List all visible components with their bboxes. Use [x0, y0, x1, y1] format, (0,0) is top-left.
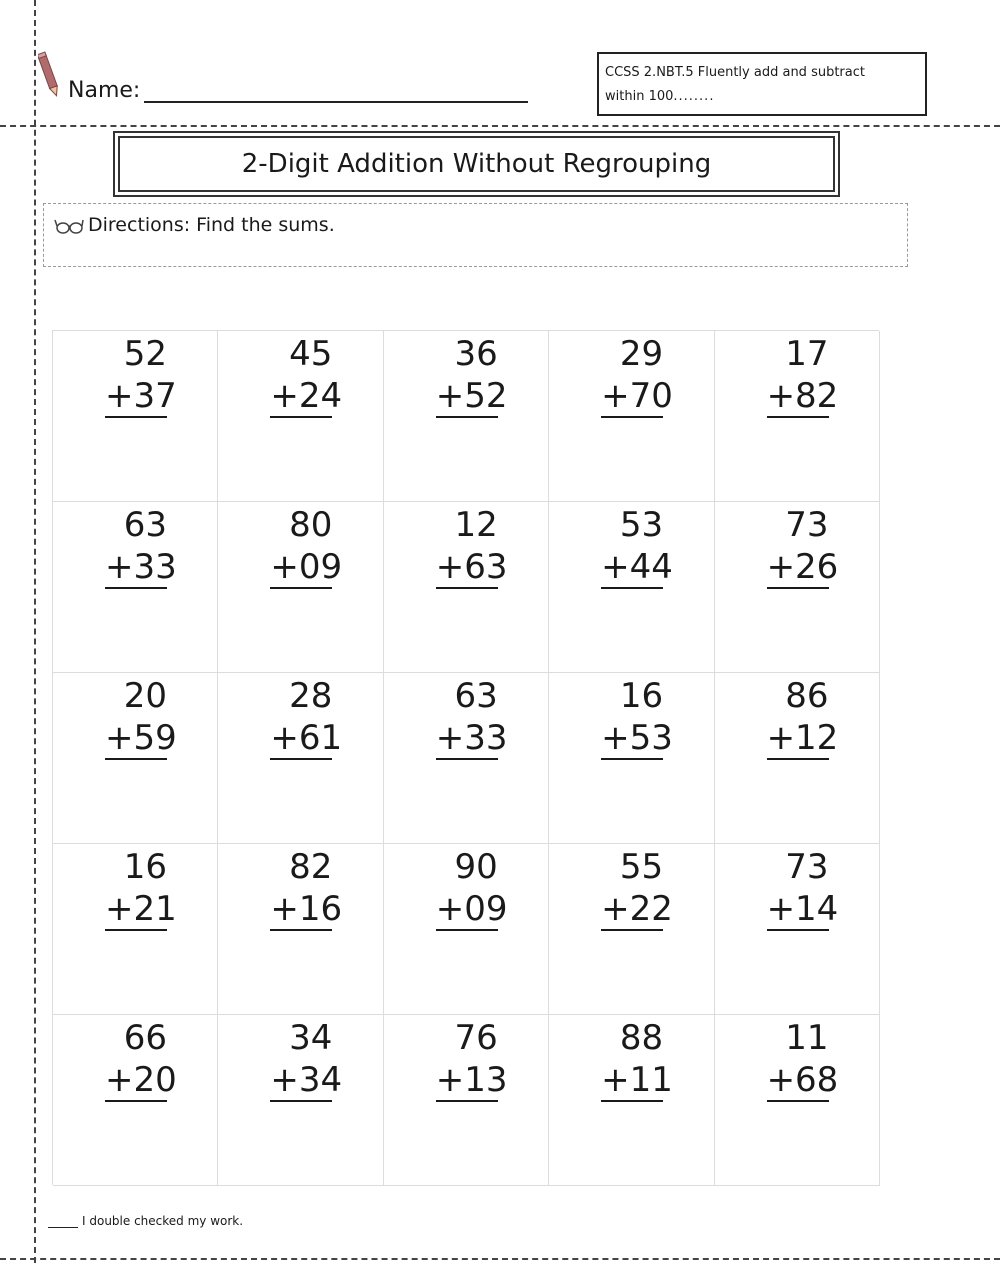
addend-top: 80: [289, 505, 333, 545]
problem-cell[interactable]: [53, 1015, 218, 1186]
addend-top: 73: [785, 847, 829, 887]
addition-problem: [270, 1017, 343, 1102]
addition-problem: [601, 1017, 673, 1102]
addend-bottom: +11: [601, 1060, 673, 1100]
problem-cell[interactable]: [549, 844, 714, 1015]
addend-bottom: +44: [601, 547, 673, 587]
problem-cell[interactable]: [53, 844, 218, 1015]
addend-top: 29: [619, 334, 664, 374]
addition-problem: [105, 333, 177, 418]
addend-top: 20: [123, 676, 167, 716]
addition-problem: [105, 846, 177, 931]
addend-bottom: +24: [270, 376, 343, 416]
addition-problem: [270, 504, 343, 589]
addition-problem: [435, 1017, 508, 1102]
footer-dashed-line: [0, 1258, 1000, 1260]
addend-top: 52: [123, 334, 167, 374]
addition-problem: [105, 504, 177, 589]
addend-bottom: +26: [766, 547, 839, 587]
addend-bottom: +20: [105, 1060, 177, 1100]
problem-cell[interactable]: [218, 331, 383, 502]
check-blank-line[interactable]: [48, 1215, 78, 1228]
standard-dots: ........: [673, 89, 715, 104]
problem-cell[interactable]: [53, 673, 218, 844]
addition-problem: [435, 504, 508, 589]
addend-top: 11: [785, 1018, 829, 1058]
addend-top: 66: [123, 1018, 167, 1058]
addend-top: 53: [619, 505, 664, 545]
addend-top: 88: [619, 1018, 664, 1058]
addition-problem: [105, 675, 177, 760]
addend-top: 86: [785, 676, 829, 716]
addend-top: 28: [289, 676, 333, 716]
problem-grid: [52, 330, 879, 1185]
addend-bottom: +33: [435, 718, 508, 758]
glasses-icon: [54, 216, 84, 236]
problem-cell[interactable]: [218, 844, 383, 1015]
addend-top: 76: [454, 1018, 498, 1058]
problem-cell[interactable]: [218, 502, 383, 673]
addition-problem: [601, 675, 673, 760]
addend-bottom: +61: [270, 718, 343, 758]
addend-bottom: +68: [766, 1060, 839, 1100]
problem-cell[interactable]: [549, 331, 714, 502]
addition-problem: [435, 846, 508, 931]
name-field: [68, 78, 528, 103]
addend-top: 63: [454, 676, 498, 716]
problem-cell[interactable]: [384, 673, 549, 844]
addition-problem: [435, 675, 508, 760]
directions-text: Directions: Find the sums.: [88, 214, 335, 236]
addend-top: 82: [289, 847, 333, 887]
addend-bottom: +70: [601, 376, 673, 416]
addend-bottom: +22: [601, 889, 673, 929]
addition-problem: [601, 504, 673, 589]
addend-bottom: +52: [435, 376, 508, 416]
addend-bottom: +12: [766, 718, 839, 758]
addend-top: 45: [289, 334, 333, 374]
addend-top: 73: [785, 505, 829, 545]
pencil-icon: [38, 50, 60, 100]
addition-problem: [270, 846, 343, 931]
addition-problem: [601, 333, 673, 418]
problem-cell[interactable]: [715, 331, 880, 502]
problem-cell[interactable]: [715, 673, 880, 844]
addend-bottom: +53: [601, 718, 673, 758]
problem-cell[interactable]: [384, 844, 549, 1015]
addend-bottom: +63: [435, 547, 508, 587]
problem-cell[interactable]: [715, 502, 880, 673]
addend-top: 63: [123, 505, 167, 545]
addition-problem: [766, 675, 839, 760]
addend-bottom: +33: [105, 547, 177, 587]
problem-cell[interactable]: [384, 1015, 549, 1186]
addend-bottom: +14: [766, 889, 839, 929]
addend-bottom: +82: [766, 376, 839, 416]
addition-problem: [766, 333, 839, 418]
addition-problem: [766, 504, 839, 589]
addend-bottom: +09: [270, 547, 343, 587]
addend-bottom: +09: [435, 889, 508, 929]
header-dashed-line: [0, 125, 1000, 127]
addend-bottom: +21: [105, 889, 177, 929]
problem-cell[interactable]: [715, 1015, 880, 1186]
page-title: 2-Digit Addition Without Regrouping: [118, 136, 835, 192]
name-label: Name:: [68, 78, 141, 103]
addition-problem: [270, 675, 343, 760]
addend-top: 90: [454, 847, 498, 887]
problem-cell[interactable]: [53, 331, 218, 502]
addend-bottom: +13: [435, 1060, 508, 1100]
footer-check: [48, 1214, 243, 1228]
problem-cell[interactable]: [218, 1015, 383, 1186]
addend-top: 16: [123, 847, 167, 887]
addition-problem: [766, 846, 839, 931]
standard-line-2: within 100........: [605, 89, 715, 104]
addend-bottom: +34: [270, 1060, 343, 1100]
problem-cell[interactable]: [218, 673, 383, 844]
addend-bottom: +16: [270, 889, 343, 929]
addition-problem: [766, 1017, 839, 1102]
addend-top: 12: [454, 505, 498, 545]
addition-problem: [435, 333, 508, 418]
margin-dashed-line-vertical: [34, 0, 36, 1263]
addend-top: 17: [785, 334, 829, 374]
addend-bottom: +37: [105, 376, 177, 416]
addend-top: 55: [619, 847, 664, 887]
problem-cell[interactable]: [549, 673, 714, 844]
problem-cell[interactable]: [384, 502, 549, 673]
name-blank-line[interactable]: [144, 79, 528, 103]
problem-cell[interactable]: [549, 1015, 714, 1186]
standard-box: [597, 52, 927, 116]
problem-cell[interactable]: [53, 502, 218, 673]
addend-top: 34: [289, 1018, 333, 1058]
addend-bottom: +59: [105, 718, 177, 758]
problem-cell[interactable]: [715, 844, 880, 1015]
addend-top: 16: [619, 676, 664, 716]
problem-cell[interactable]: [384, 331, 549, 502]
addition-problem: [105, 1017, 177, 1102]
addend-top: 36: [454, 334, 498, 374]
title-box: [113, 131, 840, 197]
check-text: I double checked my work.: [82, 1214, 244, 1228]
problem-cell[interactable]: [549, 502, 714, 673]
addition-problem: [270, 333, 343, 418]
directions-box: [43, 203, 908, 267]
addition-problem: [601, 846, 673, 931]
standard-line-1: CCSS 2.NBT.5 Fluently add and subtract: [605, 65, 865, 80]
